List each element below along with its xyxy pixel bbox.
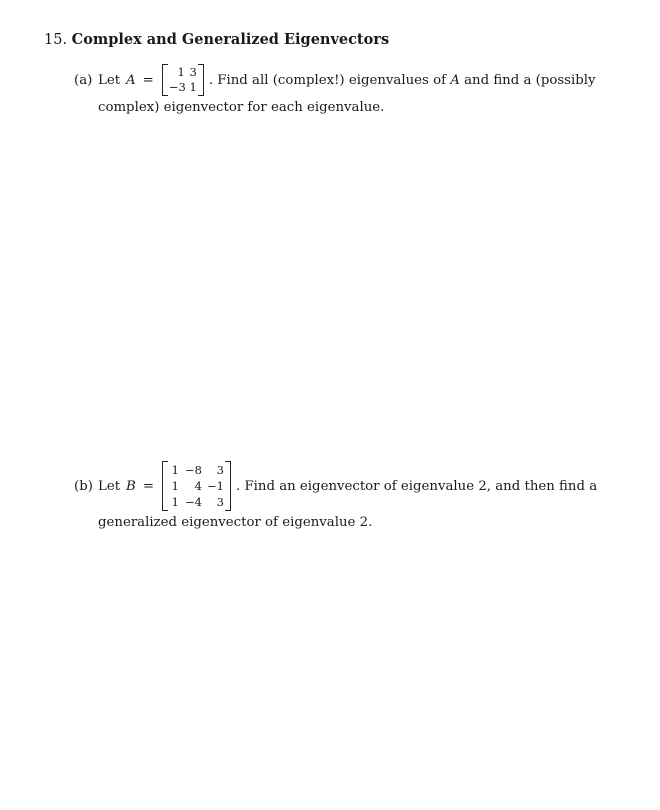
matrix-b-cell: 1: [171, 495, 179, 509]
part-b: [74, 461, 597, 534]
matrix-b-cells: [168, 461, 225, 511]
right-bracket: [198, 64, 204, 96]
problem-title: Complex and Generalized Eigenvectors: [71, 31, 390, 48]
part-b-label: (b): [74, 478, 93, 494]
matrix-b-cell: −8: [185, 463, 202, 477]
matrix-b: [162, 461, 231, 511]
matrix-a-cell: 3: [189, 65, 197, 79]
part-b-variable: B: [126, 478, 136, 494]
part-a-variable-2: A: [450, 72, 460, 88]
matrix-b-cell: −4: [185, 495, 202, 509]
part-a-line-2: complex) eigenvector for each eigenvalue.: [98, 100, 385, 115]
right-bracket: [225, 461, 231, 511]
part-a-let: Let: [98, 72, 121, 88]
matrix-a: [162, 64, 204, 96]
part-a-text: . Find all (complex!) eigenvalues of: [208, 72, 451, 88]
matrix-b-cell: 4: [194, 479, 202, 493]
matrix-a-cell: 1: [189, 80, 197, 94]
matrix-b-cell: 3: [216, 495, 224, 509]
part-a-line-1: [74, 64, 596, 96]
part-a-equals: =: [142, 72, 154, 88]
part-b-let: Let: [98, 478, 121, 494]
part-a: [74, 64, 596, 119]
matrix-a-cell: −3: [168, 80, 186, 94]
part-a-variable: A: [126, 72, 136, 88]
part-b-equals: =: [142, 478, 154, 494]
problem-number: 15.: [44, 32, 68, 48]
part-b-line-1: [74, 461, 597, 511]
matrix-a-cell: 1: [177, 65, 185, 79]
matrix-b-cell: −1: [207, 479, 224, 493]
matrix-b-cell: 3: [216, 463, 224, 477]
matrix-b-cell: 1: [171, 479, 179, 493]
matrix-a-cells: [168, 64, 198, 96]
part-b-text: . Find an eigenvector of eigenvalue 2, and then find a: [235, 478, 598, 494]
problem-heading: [44, 31, 389, 48]
matrix-b-cell: 1: [171, 463, 179, 477]
part-a-label: (a): [74, 72, 93, 88]
part-a-text-2: and find a (possibly: [459, 72, 596, 88]
part-b-line-2: generalized eigenvector of eigenvalue 2.: [98, 515, 373, 530]
